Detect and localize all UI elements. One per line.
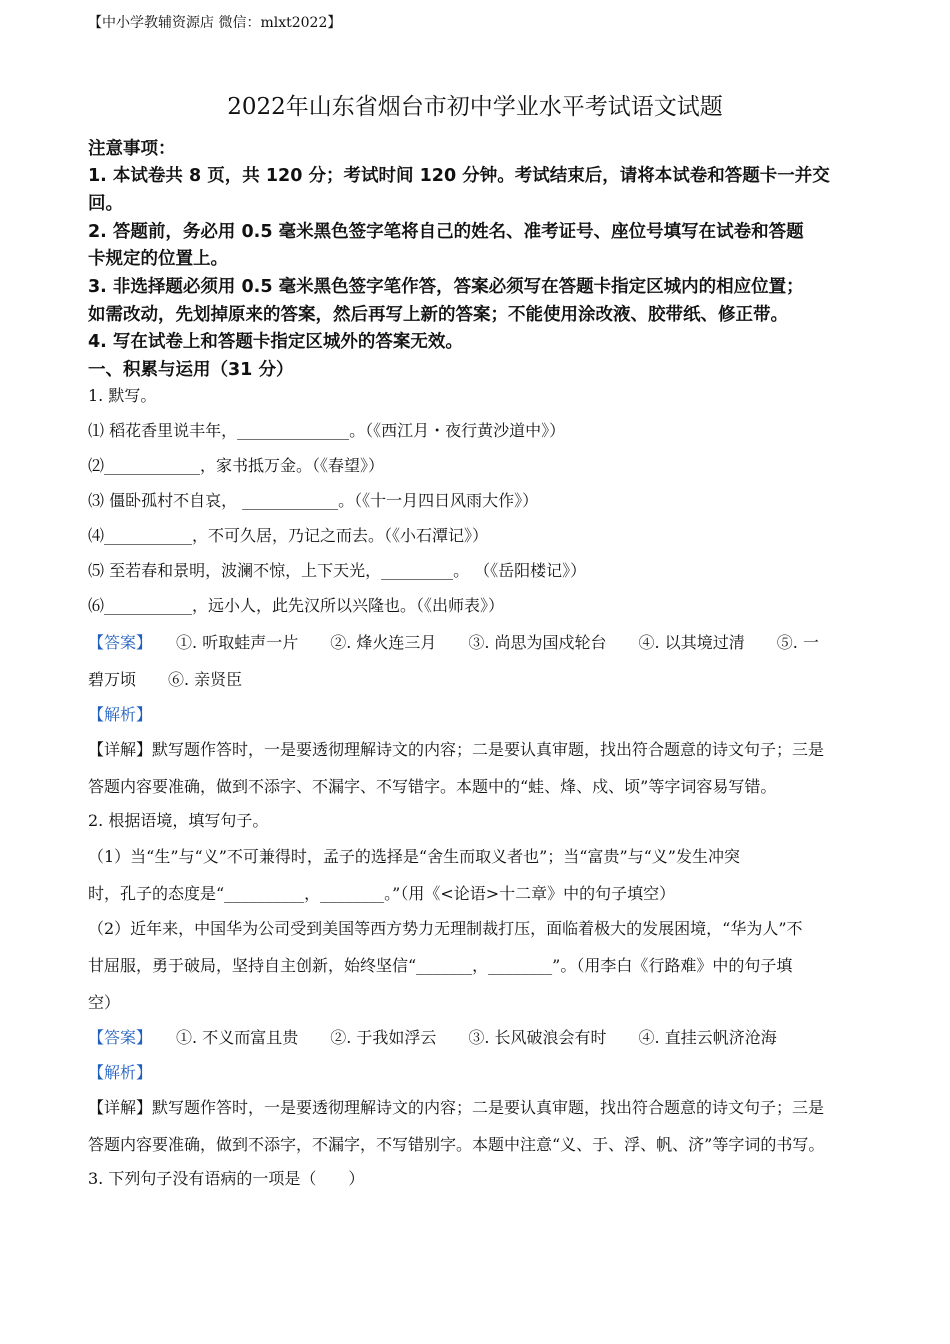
q1-answer-text: ①. 听取蛙声一片 ②. 烽火连三月 ③. 尚思为国戍轮台 ④. 以其境过清 ⑤. 一	[176, 633, 819, 652]
page-header: 【中小学教辅资源店 微信：mlxt2022】	[88, 15, 342, 31]
q1-item-2: ⑵____________，家书抵万金。（《春望》）	[88, 456, 385, 475]
q2-detail	[88, 1095, 888, 1118]
q1-answer	[88, 630, 888, 653]
q2-stem: 2. 根据语境，填写句子。	[88, 811, 269, 830]
q1-detail-cont: 答题内容要准确，做到不添字、不漏字、不写错字。本题中的“蛙、烽、戍、顷”等字词容易写错。	[88, 777, 777, 796]
q2-detail-text: 默写题作答时，一是要透彻理解诗文的内容；二是要认真审题，找出符合题意的诗文句子；三是	[152, 1098, 825, 1117]
notes-heading: 注意事项：	[88, 139, 176, 159]
q2-part2a: （2）近年来，中国华为公司受到美国等西方势力无理制裁打压，面临着极大的发展困境，“华为人”不	[88, 919, 803, 938]
answer-tag: 【答案】	[88, 1028, 153, 1047]
q1-item-6: ⑹___________，远小人，此先汉所以兴隆也。（《出师表》）	[88, 596, 505, 615]
note-2b: 卡规定的位置上。	[88, 249, 228, 269]
note-1b: 回。	[88, 194, 123, 214]
q1-answer-cont: 碧万顷 ⑥. 亲贤臣	[88, 670, 243, 689]
answer-tag: 【答案】	[88, 633, 153, 652]
q2-part1a: （1）当“生”与“义”不可兼得时，孟子的选择是“舍生而取义者也”；当“富贵”与“义”发生冲突	[88, 847, 740, 866]
note-2a: 2. 答题前，务必用 0.5 毫米黑色签字笔将自己的姓名、准考证号、座位号填写在试卷和答题	[88, 222, 804, 242]
q2-detail-cont: 答题内容要准确，做到不添字，不漏字，不写错别字。本题中注意“义、于、浮、帆、济”等字词的书写。	[88, 1135, 825, 1154]
page-title: 2022年山东省烟台市初中学业水平考试语文试题	[227, 94, 723, 120]
detail-tag: 【详解】	[88, 740, 153, 759]
q2-part1b: 时，孔子的态度是“__________，________。”（用《<论语>十二章》中的句子填空）	[88, 884, 676, 903]
q2-part2c: 空）	[88, 993, 121, 1012]
q1-stem: 1. 默写。	[88, 386, 157, 405]
note-4: 4. 写在试卷上和答题卡指定区城外的答案无效。	[88, 332, 463, 352]
q2-answer	[88, 1025, 888, 1048]
q1-item-4: ⑷___________，不可久居，乃记之而去。（《小石潭记》）	[88, 526, 489, 545]
note-1a: 1. 本试卷共 8 页，共 120 分；考试时间 120 分钟。考试结束后，请将本试卷和答题卡一并交	[88, 166, 830, 186]
q1-detail	[88, 737, 888, 760]
section-heading: 一、积累与运用（31 分）	[88, 360, 294, 380]
q3-stem: 3. 下列句子没有语病的一项是（ ）	[88, 1169, 365, 1188]
q1-analysis-tag: 【解析】	[88, 705, 153, 724]
detail-tag: 【详解】	[88, 1098, 153, 1117]
q1-item-1: ⑴ 稻花香里说丰年，______________。（《西江月・夜行黄沙道中》）	[88, 421, 566, 440]
note-3b: 如需改动，先划掉原来的答案，然后再写上新的答案；不能使用涂改液、胶带纸、修正带。	[88, 305, 788, 325]
q1-detail-text: 默写题作答时，一是要透彻理解诗文的内容；二是要认真审题，找出符合题意的诗文句子；三是	[152, 740, 825, 759]
q2-answer-text: ①. 不义而富且贵 ②. 于我如浮云 ③. 长风破浪会有时 ④. 直挂云帆济沧海	[176, 1028, 777, 1047]
q1-item-3: ⑶ 僵卧孤村不自哀， ____________。（《十一月四日风雨大作》）	[88, 491, 539, 510]
q2-part2b: 甘屈服，勇于破局，坚持自主创新，始终坚信“_______，________”。（用李白《行路难》中的句子填	[88, 956, 793, 975]
note-3a: 3. 非选择题必须用 0.5 毫米黑色签字笔作答，答案必须写在答题卡指定区城内的相应位置；	[88, 277, 804, 297]
q2-analysis-tag: 【解析】	[88, 1063, 153, 1082]
q1-item-5: ⑸ 至若春和景明，波澜不惊，上下天光，_________。 （《岳阳楼记》）	[88, 561, 587, 580]
